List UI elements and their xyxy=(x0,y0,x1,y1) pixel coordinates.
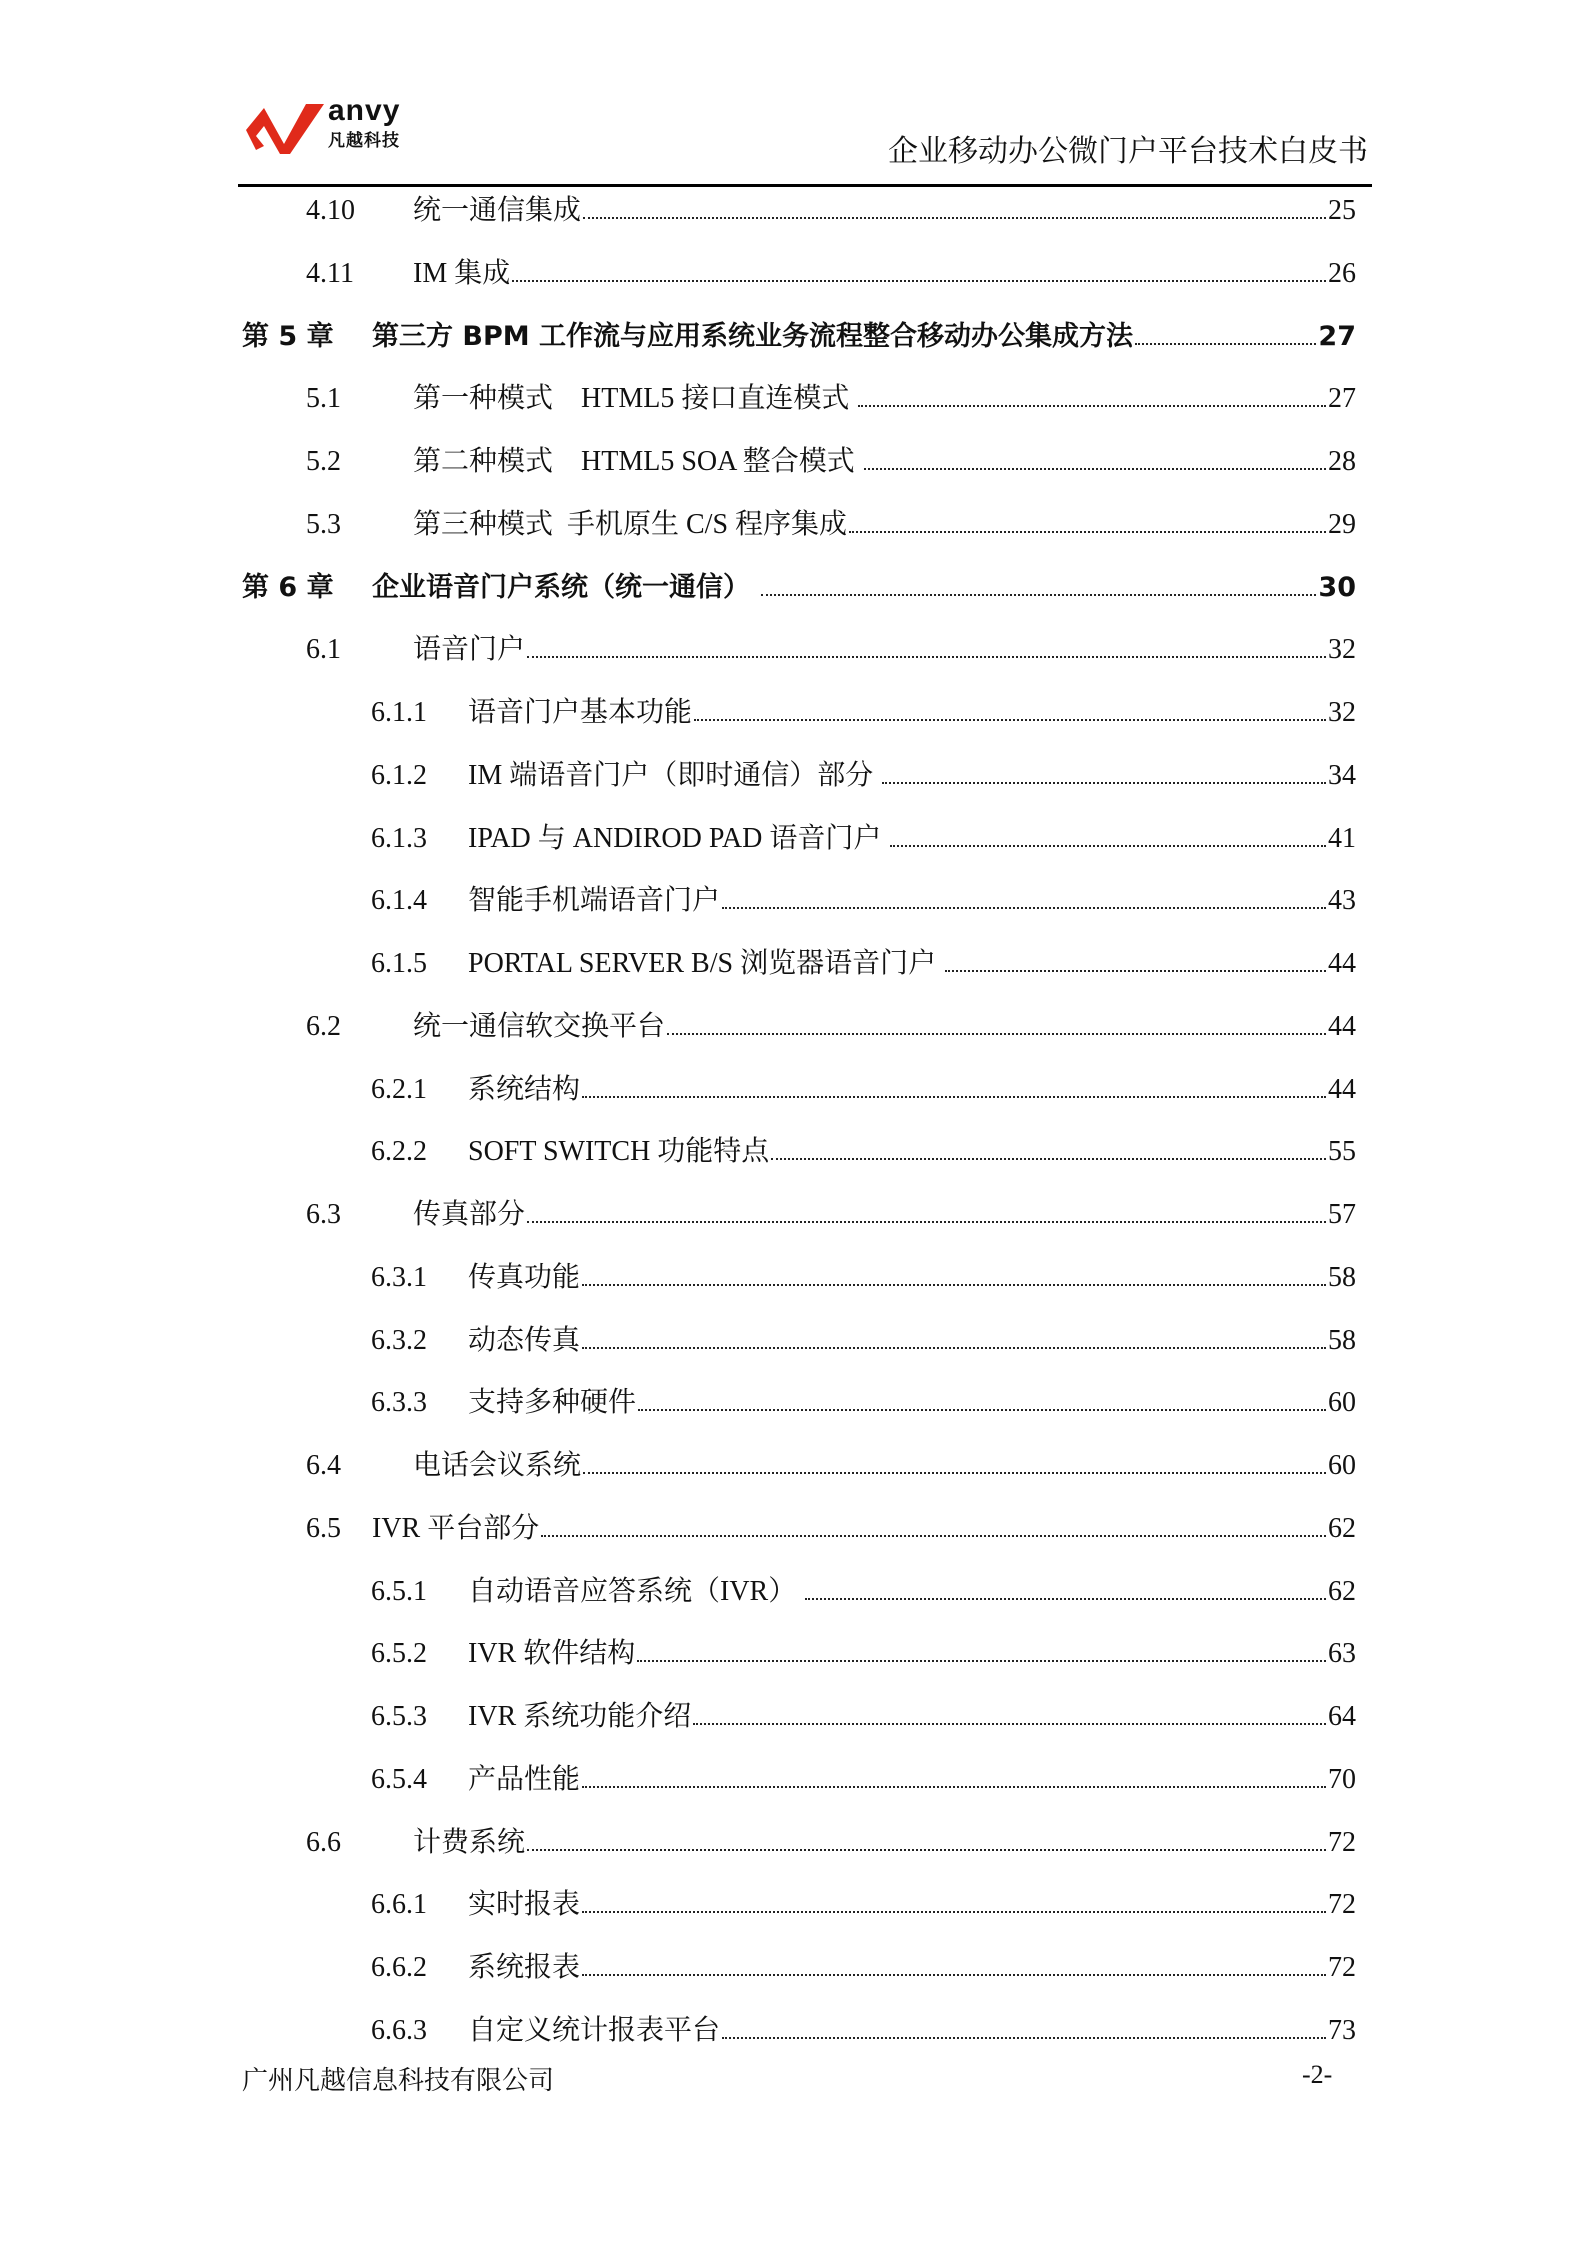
toc-entry-leader xyxy=(468,1697,1356,1737)
toc-entry-title: 实时报表 xyxy=(468,1889,581,1921)
logo-text: anvy xyxy=(328,94,401,127)
toc-entry-number: 6.2.1 xyxy=(371,1073,427,1105)
toc-entry-title: 支持多种硬件 xyxy=(468,1387,637,1419)
toc-entry-leader xyxy=(468,1885,1356,1925)
toc-entry-page: 32 xyxy=(1328,697,1356,728)
toc-entry[interactable] xyxy=(0,1948,1587,1988)
toc-entry-title: 系统报表 xyxy=(468,1952,581,1983)
toc-entry-page: 43 xyxy=(1328,885,1356,917)
dot-leader xyxy=(722,907,1326,909)
toc-entry-page: 26 xyxy=(1328,257,1356,289)
toc-entry-page: 41 xyxy=(1328,822,1356,854)
logo-cn-text: 凡越科技 xyxy=(328,131,400,151)
toc-entry-page: 44 xyxy=(1328,1010,1356,1042)
toc-entry-number: 6.2 xyxy=(306,1010,341,1042)
dot-leader xyxy=(583,217,1326,219)
toc-entry[interactable] xyxy=(0,442,1587,482)
toc-entry-page: 57 xyxy=(1328,1199,1356,1230)
toc-entry-number: 6.3 xyxy=(306,1199,341,1230)
toc-entry-title: 统一通信软交换平台 xyxy=(413,1010,666,1042)
toc-entry[interactable] xyxy=(0,317,1587,357)
toc-entry[interactable] xyxy=(0,254,1587,294)
toc-entry-title: 自定义统计报表平台 xyxy=(468,2014,721,2046)
toc-entry-leader xyxy=(468,1383,1356,1423)
toc-entry-title: IM 端语音门户（即时通信）部分 xyxy=(468,759,881,791)
dot-leader xyxy=(694,719,1326,721)
toc-entry-title: 电话会议系统 xyxy=(413,1450,582,1481)
footer-page-number: -2- xyxy=(1302,2060,1333,2089)
dot-leader xyxy=(582,1911,1326,1913)
toc-entry[interactable] xyxy=(0,881,1587,921)
toc-entry-page: 29 xyxy=(1328,508,1356,540)
toc-entry-page: 64 xyxy=(1328,1701,1356,1732)
toc-entry-page: 27 xyxy=(1318,320,1356,352)
toc-entry[interactable] xyxy=(0,1007,1587,1047)
company-logo xyxy=(244,94,424,156)
dot-leader xyxy=(541,1535,1326,1537)
toc-entry-page: 58 xyxy=(1328,1261,1356,1293)
dot-leader xyxy=(849,531,1326,533)
toc-entry-page: 73 xyxy=(1328,2014,1356,2046)
toc-entry-leader xyxy=(372,568,1356,608)
logo-mark-icon xyxy=(244,100,328,156)
toc-entry[interactable] xyxy=(0,2011,1587,2051)
footer-company: 广州凡越信息科技有限公司 xyxy=(242,2066,555,2095)
toc-entry-page: 62 xyxy=(1328,1575,1356,1607)
toc-entry[interactable] xyxy=(0,1572,1587,1612)
toc-entry-title: 语音门户 xyxy=(413,634,526,666)
toc-entry-leader xyxy=(468,693,1356,733)
toc-entry-page: 60 xyxy=(1328,1387,1356,1419)
toc-entry[interactable] xyxy=(0,505,1587,545)
toc-entry-leader xyxy=(468,819,1356,859)
toc-entry-number: 第 5 章 xyxy=(242,320,334,352)
dot-leader xyxy=(945,970,1326,972)
toc-entry[interactable] xyxy=(0,379,1587,419)
toc-entry-title: 动态传真 xyxy=(468,1324,581,1356)
toc-entry-leader xyxy=(413,254,1356,294)
toc-entry-leader xyxy=(468,2011,1356,2051)
toc-entry-leader xyxy=(413,1446,1356,1486)
toc-entry-page: 27 xyxy=(1328,383,1356,415)
toc-entry-title: 自动语音应答系统（IVR） xyxy=(468,1575,804,1607)
toc-entry-number: 6.1.5 xyxy=(371,948,427,979)
toc-entry-title: IPAD 与 ANDIROD PAD 语音门户 xyxy=(468,822,889,854)
toc-entry-number: 第 6 章 xyxy=(242,571,334,603)
toc-entry[interactable] xyxy=(0,1195,1587,1235)
dot-leader xyxy=(512,280,1326,282)
toc-entry[interactable] xyxy=(0,191,1587,231)
toc-entry-title: IVR 平台部分 xyxy=(372,1512,540,1544)
toc-entry-title: 第二种模式 HTML5 SOA 整合模式 xyxy=(413,446,862,477)
toc-entry[interactable] xyxy=(0,1321,1587,1361)
toc-entry-number: 5.2 xyxy=(306,446,341,477)
toc-entry-leader xyxy=(468,1258,1356,1298)
toc-entry-title: 第三种模式 手机原生 C/S 程序集成 xyxy=(413,508,848,540)
toc-entry[interactable] xyxy=(0,1509,1587,1549)
dot-leader xyxy=(693,1723,1326,1725)
toc-entry[interactable] xyxy=(0,568,1587,608)
toc-entry-title: SOFT SWITCH 功能特点 xyxy=(468,1136,770,1168)
toc-entry[interactable] xyxy=(0,944,1587,984)
toc-entry-number: 6.4 xyxy=(306,1450,341,1481)
toc-entry-page: 70 xyxy=(1328,1763,1356,1795)
toc-entry[interactable] xyxy=(0,1258,1587,1298)
toc-entry-title: 语音门户基本功能 xyxy=(468,697,693,728)
dot-leader xyxy=(722,2037,1326,2039)
toc-entry-page: 63 xyxy=(1328,1638,1356,1670)
toc-entry-title: IVR 软件结构 xyxy=(468,1638,636,1670)
toc-entry-title: 传真部分 xyxy=(413,1199,526,1230)
toc-entry-title: 产品性能 xyxy=(468,1763,581,1795)
toc-entry-leader xyxy=(413,442,1356,482)
toc-entry-number: 5.3 xyxy=(306,508,341,540)
toc-entry-page: 62 xyxy=(1328,1512,1356,1544)
toc-entry-leader xyxy=(468,1132,1356,1172)
dot-leader xyxy=(805,1598,1326,1600)
toc-entry-title: IM 集成 xyxy=(413,257,511,289)
toc-entry-number: 6.6.2 xyxy=(371,1952,427,1983)
dot-leader xyxy=(527,1221,1326,1223)
toc-entry-page: 72 xyxy=(1328,1952,1356,1983)
toc-entry-title: 企业语音门户系统（统一通信） xyxy=(372,571,760,603)
toc-entry-page: 55 xyxy=(1328,1136,1356,1168)
toc-entry-title: 系统结构 xyxy=(468,1073,581,1105)
toc-entry[interactable] xyxy=(0,1132,1587,1172)
toc-entry[interactable] xyxy=(0,1885,1587,1925)
toc-entry-leader xyxy=(413,1823,1356,1863)
toc-entry-number: 6.1.1 xyxy=(371,697,427,728)
document-title: 企业移动办公微门户平台技术白皮书 xyxy=(888,135,1368,168)
dot-leader xyxy=(890,845,1326,847)
toc-entry-leader xyxy=(468,1760,1356,1800)
toc-entry[interactable] xyxy=(0,693,1587,733)
toc-entry-leader xyxy=(468,1634,1356,1674)
toc-entry-title: IVR 系统功能介绍 xyxy=(468,1701,692,1732)
toc-entry-number: 6.6.3 xyxy=(371,2014,427,2046)
toc-entry-page: 44 xyxy=(1328,948,1356,979)
toc-entry[interactable] xyxy=(0,756,1587,796)
dot-leader xyxy=(761,594,1316,596)
toc-entry-leader xyxy=(413,505,1356,545)
toc-entry-number: 4.11 xyxy=(306,257,354,289)
toc-entry-leader xyxy=(413,630,1356,670)
toc-entry-leader xyxy=(468,944,1356,984)
toc-entry[interactable] xyxy=(0,819,1587,859)
dot-leader xyxy=(858,405,1326,407)
toc-entry-leader xyxy=(468,1321,1356,1361)
toc-entry-title: 计费系统 xyxy=(413,1826,526,1858)
dot-leader xyxy=(637,1660,1326,1662)
toc-entry-leader xyxy=(413,379,1356,419)
toc-entry-leader xyxy=(372,317,1356,357)
toc-entry[interactable] xyxy=(0,1760,1587,1800)
toc-entry-number: 6.5 xyxy=(306,1512,341,1544)
toc-entry-page: 25 xyxy=(1328,195,1356,226)
toc-entry-title: 第一种模式 HTML5 接口直连模式 xyxy=(413,383,857,415)
toc-entry[interactable] xyxy=(0,1697,1587,1737)
toc-entry-number: 6.3.2 xyxy=(371,1324,427,1356)
toc-entry-number: 6.2.2 xyxy=(371,1136,427,1168)
dot-leader xyxy=(667,1033,1326,1035)
dot-leader xyxy=(638,1409,1326,1411)
toc-entry-title: 统一通信集成 xyxy=(413,195,582,226)
dot-leader xyxy=(771,1158,1326,1160)
toc-entry-number: 6.1 xyxy=(306,634,341,666)
toc-entry-page: 72 xyxy=(1328,1826,1356,1858)
toc-entry-leader xyxy=(413,191,1356,231)
toc-entry-leader xyxy=(468,1070,1356,1110)
toc-entry-leader xyxy=(468,1572,1356,1612)
toc-entry-page: 44 xyxy=(1328,1073,1356,1105)
toc-entry-number: 6.1.2 xyxy=(371,759,427,791)
toc-entry-leader xyxy=(468,756,1356,796)
toc-entry-number: 6.5.3 xyxy=(371,1701,427,1732)
toc-entry[interactable] xyxy=(0,630,1587,670)
toc-entry-number: 6.1.4 xyxy=(371,885,427,917)
dot-leader xyxy=(583,1472,1326,1474)
toc-entry-page: 58 xyxy=(1328,1324,1356,1356)
toc-entry-page: 30 xyxy=(1318,571,1356,603)
dot-leader xyxy=(582,1284,1326,1286)
toc-entry-title: 智能手机端语音门户 xyxy=(468,885,721,917)
toc-entry-leader xyxy=(468,881,1356,921)
toc-entry[interactable] xyxy=(0,1823,1587,1863)
dot-leader xyxy=(582,1347,1326,1349)
toc-entry-number: 6.3.1 xyxy=(371,1261,427,1293)
toc-entry-page: 60 xyxy=(1328,1450,1356,1481)
dot-leader xyxy=(1135,343,1316,345)
toc-entry-leader xyxy=(413,1195,1356,1235)
dot-leader xyxy=(527,656,1326,658)
toc-entry-leader xyxy=(372,1509,1356,1549)
dot-leader xyxy=(582,1786,1326,1788)
toc-entry-page: 28 xyxy=(1328,446,1356,477)
toc-entry-number: 6.6 xyxy=(306,1826,341,1858)
toc-entry-number: 6.6.1 xyxy=(371,1889,427,1921)
toc-entry-number: 6.1.3 xyxy=(371,822,427,854)
dot-leader xyxy=(882,782,1326,784)
toc-entry-page: 72 xyxy=(1328,1889,1356,1921)
toc-entry-number: 5.1 xyxy=(306,383,341,415)
dot-leader xyxy=(582,1096,1326,1098)
toc-entry-number: 4.10 xyxy=(306,195,355,226)
toc-entry-title: 第三方 BPM 工作流与应用系统业务流程整合移动办公集成方法 xyxy=(372,320,1134,352)
toc-entry-page: 32 xyxy=(1328,634,1356,666)
toc-entry-number: 6.5.4 xyxy=(371,1763,427,1795)
toc-entry-page: 34 xyxy=(1328,759,1356,791)
toc-entry[interactable] xyxy=(0,1446,1587,1486)
toc-entry-number: 6.5.2 xyxy=(371,1638,427,1670)
toc-entry[interactable] xyxy=(0,1634,1587,1674)
toc-entry-number: 6.3.3 xyxy=(371,1387,427,1419)
dot-leader xyxy=(582,1974,1326,1976)
toc-entry-title: PORTAL SERVER B/S 浏览器语音门户 xyxy=(468,948,944,979)
toc-entry-number: 6.5.1 xyxy=(371,1575,427,1607)
toc-entry-title: 传真功能 xyxy=(468,1261,581,1293)
header-divider xyxy=(238,184,1372,187)
toc-entry-leader xyxy=(468,1948,1356,1988)
toc-entry[interactable] xyxy=(0,1383,1587,1423)
toc-entry-leader xyxy=(413,1007,1356,1047)
toc-entry[interactable] xyxy=(0,1070,1587,1110)
dot-leader xyxy=(527,1849,1326,1851)
dot-leader xyxy=(864,468,1326,470)
